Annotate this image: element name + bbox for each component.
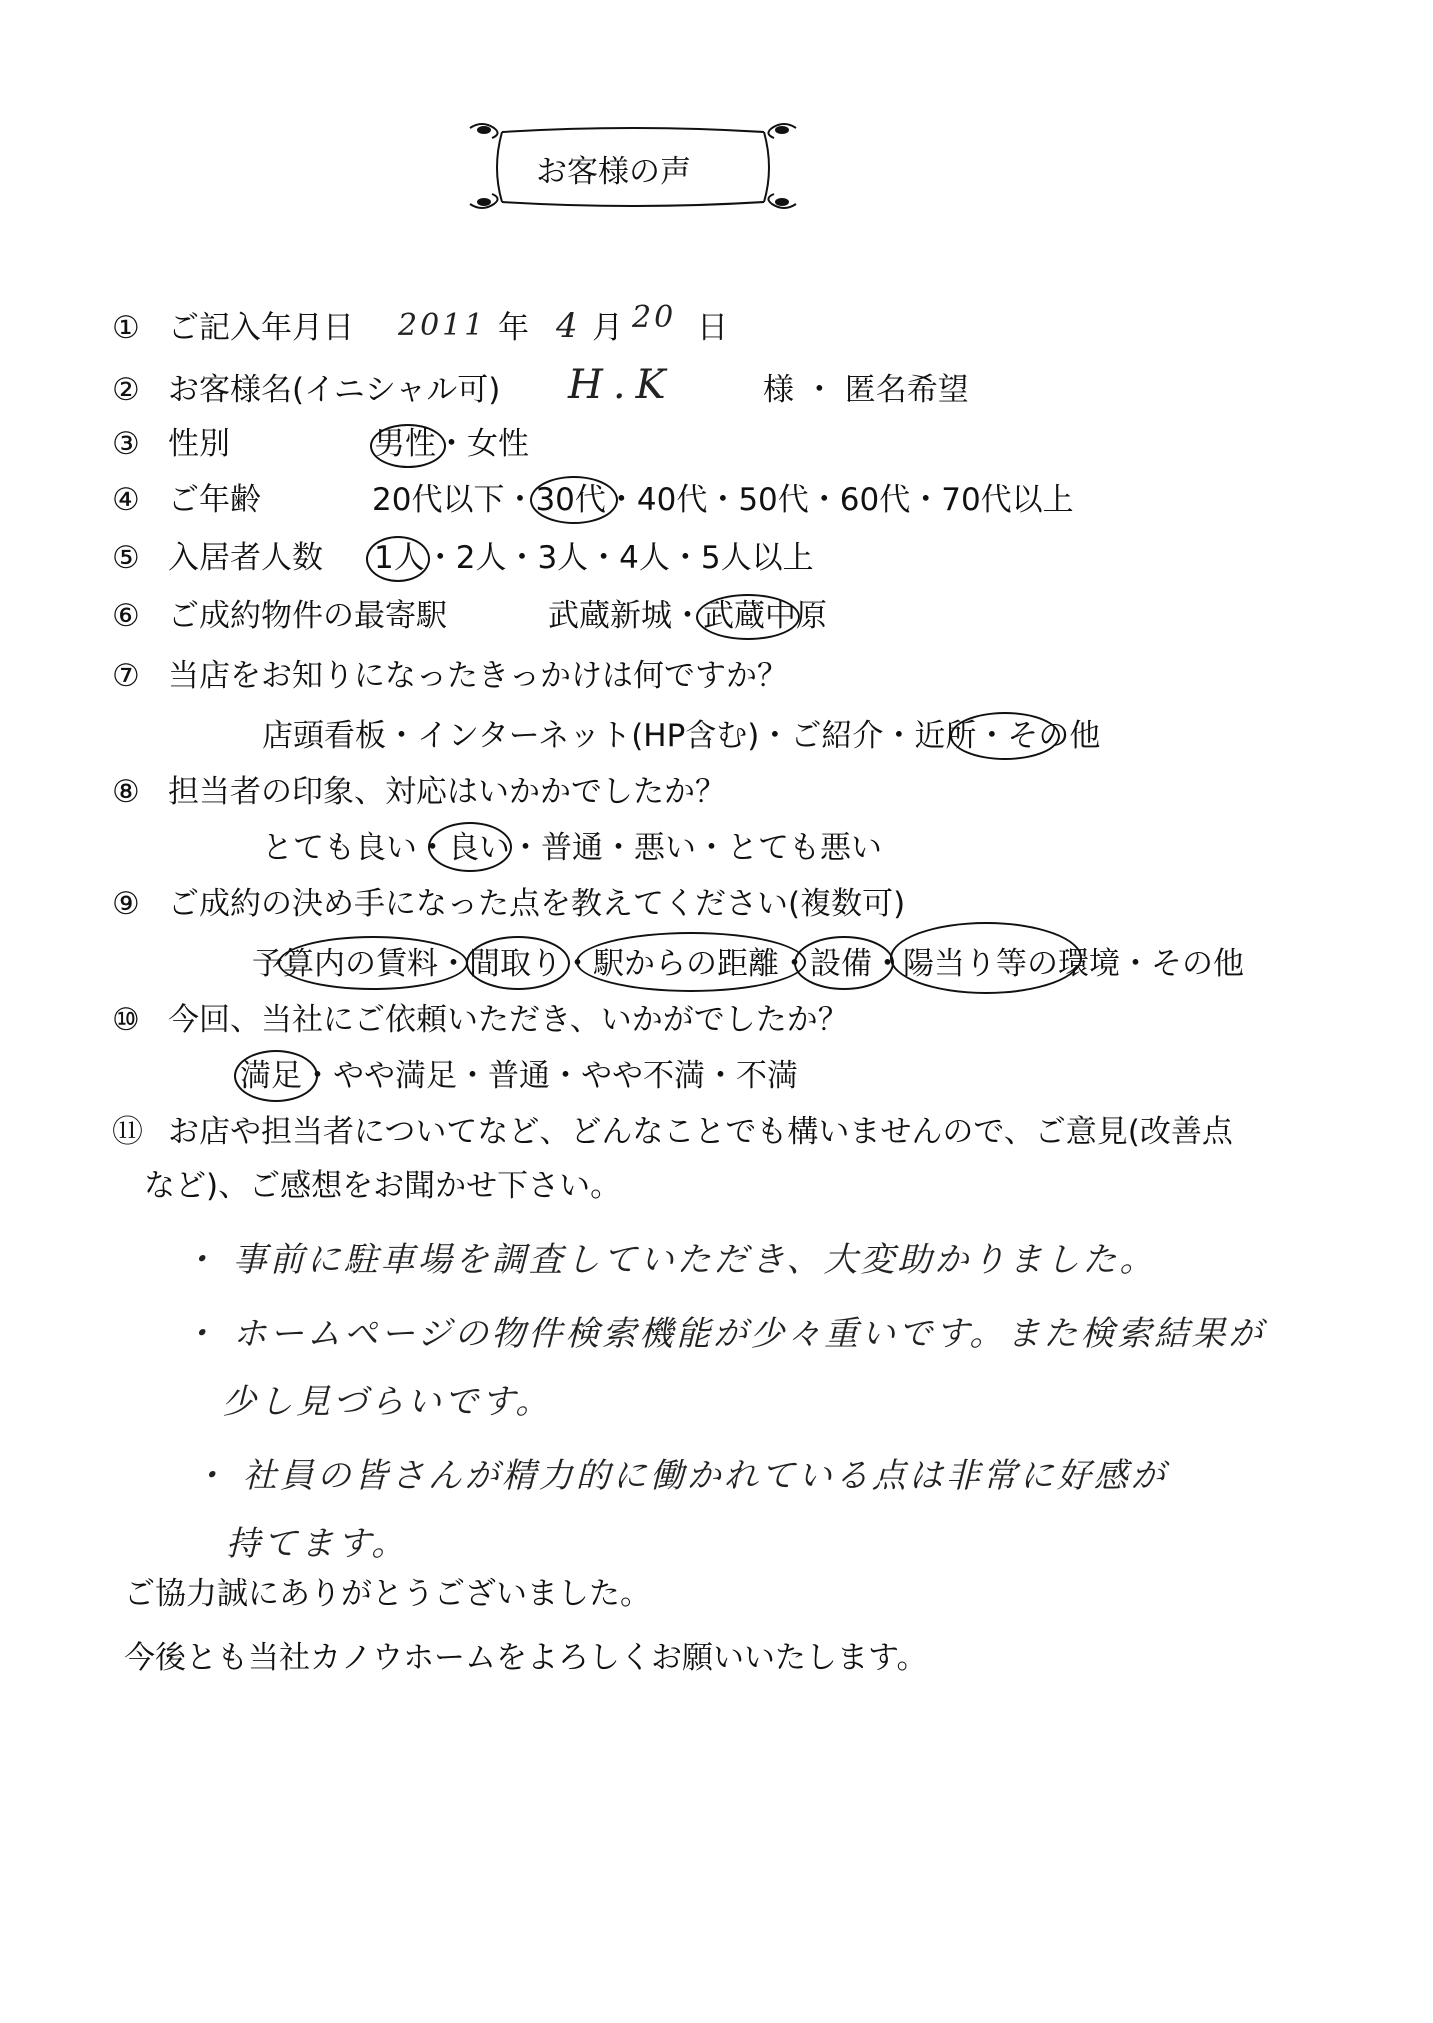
answer-year: 2011	[398, 308, 487, 343]
question-label: 入居者人数	[168, 540, 323, 576]
answer-day: 20	[632, 300, 677, 335]
question-2	[112, 370, 500, 410]
question-label: お店や担当者についてなど、どんなことでも構いませんので、ご意見(改善点	[168, 1114, 1233, 1150]
options-station: 武蔵新城・武蔵中原	[548, 598, 827, 634]
question-8	[112, 772, 726, 812]
question-1	[112, 308, 354, 348]
day-unit: 日	[697, 310, 728, 346]
question-label: 今回、当社にご依頼いただき、いかがでしたか？	[168, 1002, 849, 1038]
question-9	[112, 884, 905, 924]
selection-circle	[530, 476, 618, 524]
question-label: ご成約物件の最寄駅	[168, 598, 447, 634]
title-banner	[462, 118, 804, 214]
selection-circle	[234, 1050, 318, 1102]
options-gender: 男性・女性	[374, 426, 529, 462]
question-number: ⑥	[112, 598, 140, 634]
question-number: ④	[112, 482, 140, 518]
selection-circle	[696, 594, 800, 640]
question-label: お客様名(イニシャル可)	[168, 372, 501, 408]
comment-line: ・ 事前に駐車場を調査していただき、大変助かりました。	[182, 1240, 1157, 1280]
question-label: 担当者の印象、対応はいかかでしたか？	[168, 774, 726, 810]
selection-circle	[278, 936, 468, 990]
question-label: ご記入年月日	[168, 310, 354, 346]
answer-initials: H.K	[568, 362, 676, 408]
selection-circle	[576, 932, 806, 992]
closing-regards: 今後とも当社カノウホームをよろしくお願いいたします。	[124, 1640, 928, 1676]
options-impression: とても良い・良い・普通・悪い・とても悪い	[262, 830, 882, 866]
question-10	[112, 1000, 849, 1040]
month-unit: 月	[592, 310, 623, 346]
question-6	[112, 596, 447, 636]
question-3	[112, 424, 230, 464]
options-residents: 1人・2人・3人・4人・5人以上	[374, 540, 814, 576]
closing-thanks: ご協力誠にありがとうございました。	[124, 1576, 651, 1612]
comment-line: 少し見づらいです。	[222, 1382, 553, 1422]
question-number: ②	[112, 372, 140, 408]
question-number: ③	[112, 426, 140, 462]
selection-circle	[890, 922, 1082, 994]
question-number: ①	[112, 310, 140, 346]
question-number: ⑨	[112, 886, 140, 922]
question-11	[112, 1112, 1233, 1152]
question-number: ⑦	[112, 658, 140, 694]
selection-circle	[794, 936, 894, 990]
question-label: ご年齢	[168, 482, 261, 518]
name-suffix: 様 ・ 匿名希望	[763, 372, 969, 408]
question-label: 性別	[168, 426, 230, 462]
question-number: ⑧	[112, 774, 140, 810]
question-number: ⑪	[112, 1114, 143, 1150]
selection-circle	[466, 936, 570, 990]
question-number: ⑤	[112, 540, 140, 576]
comment-line: 持てます。	[226, 1524, 409, 1564]
question-label: ご成約の決め手になった点を教えてください(複数可)	[168, 886, 906, 922]
options-satisfaction: 満足・やや満足・普通・やや不満・不満	[240, 1058, 798, 1094]
options-age: 20代以下・30代・40代・50代・60代・70代以上	[372, 482, 1074, 518]
question-5	[112, 538, 323, 578]
question-7	[112, 656, 788, 696]
selection-circle	[950, 712, 1060, 760]
selection-circle	[370, 424, 446, 468]
options-source: 店頭看板・インターネット(HP含む)・ご紹介・近所・その他	[262, 718, 1101, 754]
year-unit: 年	[498, 310, 529, 346]
comment-line: ・ 社員の皆さんが精力的に働かれている点は非常に好感が	[192, 1456, 1168, 1496]
answer-month: 4	[556, 306, 581, 346]
comment-line: ・ ホームページの物件検索機能が少々重いです。また検索結果が	[182, 1314, 1266, 1354]
selection-circle	[366, 536, 430, 582]
question-number: ⑩	[112, 1002, 140, 1038]
question-4	[112, 480, 261, 520]
options-deciding-factors: 予算内の賃料・間取り・駅からの距離・設備・陽当り等の環境・その他	[252, 946, 1244, 982]
question-label: 当店をお知りになったきっかけは何ですか？	[168, 658, 788, 694]
page-title: お客様の声	[536, 154, 691, 190]
selection-circle	[428, 822, 512, 872]
question-label-continued: など)、ご感想をお聞かせ下さい。	[144, 1168, 622, 1204]
